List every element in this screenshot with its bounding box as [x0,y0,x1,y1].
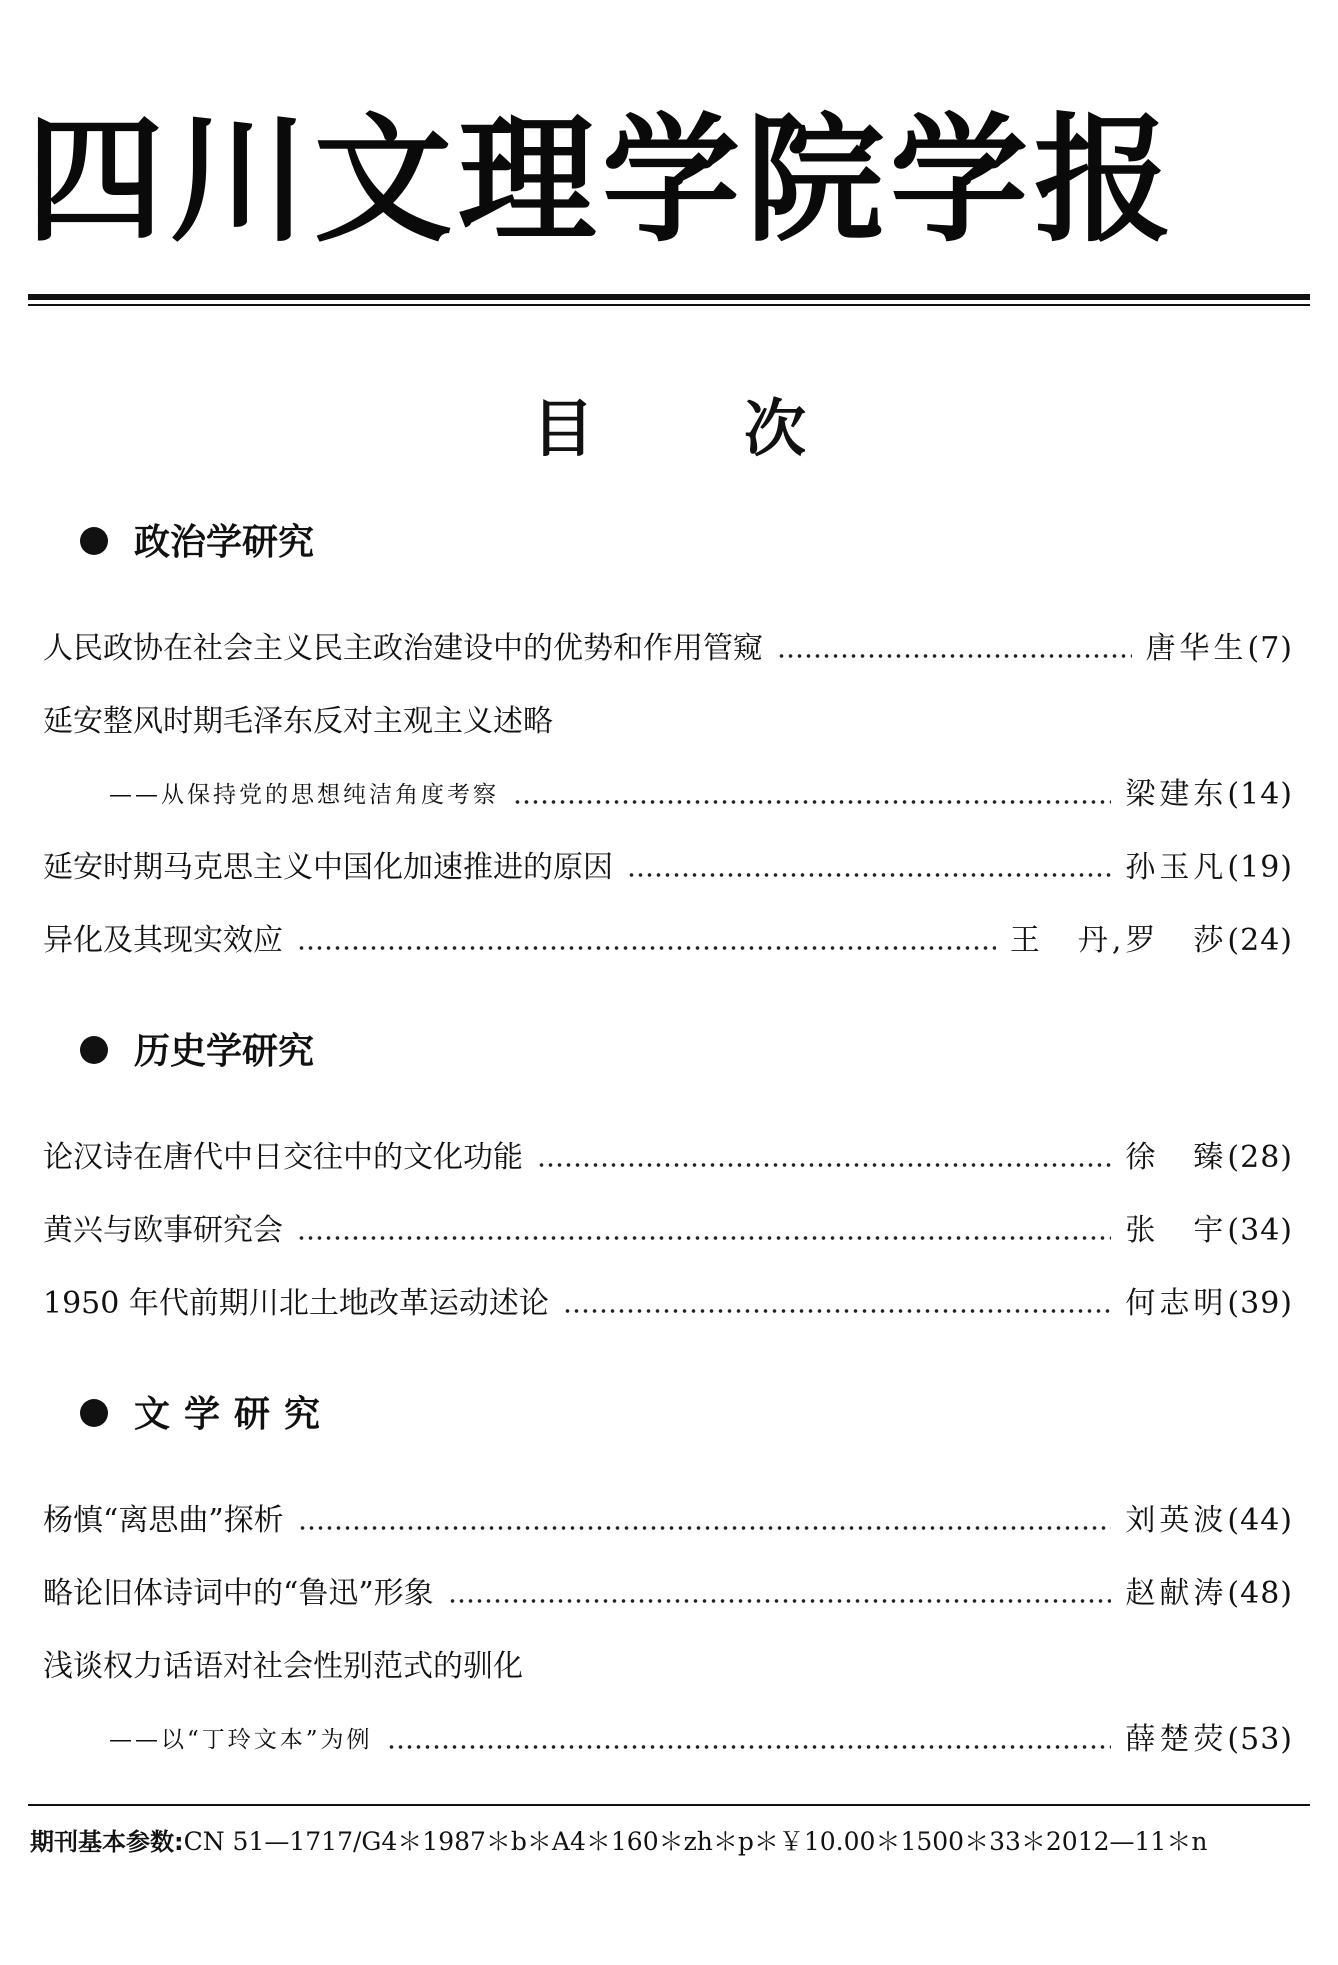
section-header-history [80,1025,314,1079]
section-title: 历史学研究 [134,1031,315,1072]
entry-page: (48) [1227,1576,1293,1611]
section-bullet-icon [80,527,108,555]
entry-title: 人民政协在社会主义民主政治建设中的优势和作用管窥 [43,631,763,666]
toc-entry[interactable] [43,1642,1293,1692]
entry-title: 杨慎“离思曲”探析 [43,1503,284,1538]
section-header-politics [80,516,314,570]
entry-title: 延安时期马克思主义中国化加速推进的原因 [43,850,613,885]
entry-author: 唐华生 [1145,631,1248,666]
toc-entry[interactable] [43,1279,1293,1329]
section-title: 文学研究 [134,1394,335,1435]
section-title: 政治学研究 [134,522,315,563]
entry-title: 论汉诗在唐代中日交往中的文化功能 [43,1140,523,1175]
entry-author: 刘英波 [1125,1503,1228,1538]
parameters-label: 期刊基本参数: [30,1828,184,1856]
section-header-literature [80,1388,334,1442]
entry-title: 1950 年代前期川北土地改革运动述论 [43,1286,549,1321]
toc-entry-subtitle[interactable] [43,770,1293,820]
dot-leader [387,1744,1112,1750]
dot-leader [777,653,1132,659]
dot-leader [537,1162,1111,1168]
toc-entry[interactable] [43,1133,1293,1183]
toc-entry[interactable] [43,1569,1293,1619]
dot-leader [563,1308,1112,1314]
parameters-value: CN 51—1717/G4＊1987＊b＊A4＊160＊zh＊p＊￥10.00＊1500＊33＊2012—11＊n [183,1827,1208,1856]
entry-page: (7) [1247,631,1293,666]
entry-page: (44) [1227,1503,1293,1538]
entry-author: 王 丹,罗 莎 [1009,923,1228,958]
entry-author: 何志明 [1125,1286,1228,1321]
entry-author: 孙玉凡 [1125,850,1228,885]
dot-leader [513,799,1111,805]
entry-title: 略论旧体诗词中的“鲁迅”形象 [43,1576,434,1611]
entry-author: 梁建东 [1125,777,1228,812]
entry-page: (28) [1227,1140,1293,1175]
toc-entry[interactable] [43,843,1293,893]
entry-author: 徐 臻 [1125,1140,1228,1175]
toc-entry-subtitle[interactable] [43,1715,1293,1765]
entry-subtitle: ——以“丁玲文本”为例 [109,1727,373,1753]
dot-leader [297,1235,1111,1241]
journal-masthead: 四川文理学院学报 [26,98,1179,261]
entry-page: (24) [1227,923,1293,958]
entry-title: 延安整风时期毛泽东反对主观主义述略 [43,704,553,739]
toc-entry[interactable] [43,916,1293,966]
entry-title: 黄兴与欧事研究会 [43,1213,283,1248]
dot-leader [297,945,996,951]
toc-entry[interactable] [43,1206,1293,1256]
section-bullet-icon [80,1399,108,1427]
entry-author: 薛楚荧 [1125,1722,1228,1757]
toc-entry[interactable] [43,697,1293,747]
toc-entry[interactable] [43,624,1293,674]
footer-rule [28,1804,1310,1806]
entry-page: (34) [1227,1213,1293,1248]
entry-page: (39) [1227,1286,1293,1321]
dot-leader [448,1598,1112,1604]
dot-leader [298,1525,1112,1531]
entry-page: (19) [1227,850,1293,885]
masthead-rule-thick [28,294,1310,300]
toc-title: 目次 [531,392,956,465]
entry-title: 浅谈权力话语对社会性别范式的驯化 [43,1649,523,1684]
journal-parameters [30,1822,1207,1862]
entry-author: 张 宇 [1125,1213,1228,1248]
toc-entry[interactable] [43,1496,1293,1546]
dot-leader [627,872,1111,878]
entry-page: (53) [1227,1722,1293,1757]
entry-author: 赵献涛 [1125,1576,1228,1611]
section-bullet-icon [80,1036,108,1064]
entry-title: 异化及其现实效应 [43,923,283,958]
masthead-rule-thin [28,304,1310,306]
entry-subtitle: ——从保持党的思想纯洁角度考察 [109,782,499,808]
entry-page: (14) [1227,777,1293,812]
